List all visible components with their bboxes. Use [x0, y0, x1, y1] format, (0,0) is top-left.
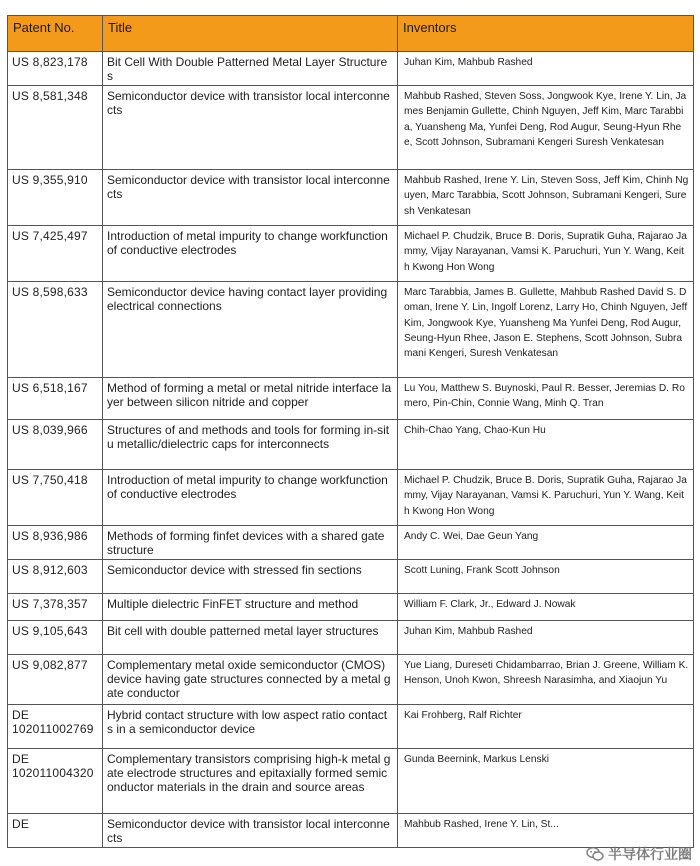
patent-inventors: Chih-Chao Yang, Chao-Kun Hu: [398, 420, 694, 470]
patent-inventors: Michael P. Chudzik, Bruce B. Doris, Supratik Guha, Rajarao Jammy, Vijay Narayanan, Vamsi K. Paruchuri, Yun Y. Wang, Keith Kwong Hon Wong: [398, 470, 694, 526]
patent-number: US 9,355,910: [8, 170, 103, 226]
table-row: [8, 282, 694, 378]
patent-number: US 8,039,966: [8, 420, 103, 470]
patent-inventors: Mahbub Rashed, Irene Y. Lin, Steven Soss, Jeff Kim, Chinh Nguyen, Marc Tarabbia, Scott Johnson, Subramani Kengeri, Suresh Venkatesan: [398, 170, 694, 226]
patent-title: Semiconductor device having contact layer providing electrical connections: [103, 282, 398, 378]
patent-number: US 8,581,348: [8, 86, 103, 170]
patent-inventors: Scott Luning, Frank Scott Johnson: [398, 560, 694, 594]
patent-inventors: Andy C. Wei, Dae Geun Yang: [398, 526, 694, 560]
watermark-text: 半导体行业圈: [608, 847, 692, 863]
patent-title: Introduction of metal impurity to change workfunction of conductive electrodes: [103, 226, 398, 282]
patent-number: US 6,518,167: [8, 378, 103, 420]
patent-title: Complementary transistors comprising high-k metal gate electrode structures and epitaxially formed semiconductor materials in the drain and source areas: [103, 749, 398, 814]
patent-inventors: Yue Liang, Dureseti Chidambarrao, Brian J. Greene, William K. Henson, Unoh Kwon, Shreesh Narasimha, and Xiaojun Yu: [398, 655, 694, 705]
table-row: [8, 621, 694, 655]
table-row: [8, 470, 694, 526]
patent-number: US 8,912,603: [8, 560, 103, 594]
patent-number: DE: [8, 814, 103, 848]
patent-number: US 7,750,418: [8, 470, 103, 526]
table-row: [8, 655, 694, 705]
table-row: [8, 52, 694, 86]
patent-number: US 9,082,877: [8, 655, 103, 705]
patent-inventors: Kai Frohberg, Ralf Richter: [398, 705, 694, 749]
table-header-row: [8, 16, 694, 52]
patent-title: Semiconductor device with transistor local interconnects: [103, 170, 398, 226]
table-row: [8, 420, 694, 470]
patent-number: US 8,823,178: [8, 52, 103, 86]
table-row: [8, 560, 694, 594]
table-row: [8, 814, 694, 848]
table-row: [8, 749, 694, 814]
wechat-icon: [586, 845, 604, 863]
table-row: [8, 594, 694, 621]
patent-number: US 8,936,986: [8, 526, 103, 560]
patent-title: Method of forming a metal or metal nitride interface layer between silicon nitride and copper: [103, 378, 398, 420]
patent-table-container: [7, 15, 693, 848]
table-row: [8, 86, 694, 170]
patent-title: Multiple dielectric FinFET structure and method: [103, 594, 398, 621]
patent-number: DE 102011004320: [8, 749, 103, 814]
patent-title: Introduction of metal impurity to change workfunction of conductive electrodes: [103, 470, 398, 526]
patent-inventors: Lu You, Matthew S. Buynoski, Paul R. Besser, Jeremias D. Romero, Pin-Chin, Connie Wang, Minh Q. Tran: [398, 378, 694, 420]
header-inventors: Inventors: [398, 16, 694, 52]
patent-inventors: Marc Tarabbia, James B. Gullette, Mahbub Rashed David S. Doman, Irene Y. Lin, Ingolf Lorenz, Larry Ho, Chinh Nguyen, Jeff Kim, Jongwook Kye, Yuansheng Ma Yunfei Deng, Rod Augur, Seung-Hyun Rhee, Jason E. Stephens, Scott Johnson, Subramani Kengeri, Suresh Venkatesan: [398, 282, 694, 378]
table-row: [8, 705, 694, 749]
wechat-watermark: [586, 844, 692, 864]
patent-title: Semiconductor device with transistor local interconnects: [103, 86, 398, 170]
patent-number: US 8,598,633: [8, 282, 103, 378]
patent-inventors: William F. Clark, Jr., Edward J. Nowak: [398, 594, 694, 621]
patent-number: DE 102011002769: [8, 705, 103, 749]
table-row: [8, 170, 694, 226]
patent-inventors: Mahbub Rashed, Steven Soss, Jongwook Kye, Irene Y. Lin, James Benjamin Gullette, Chinh Nguyen, Jeff Kim, Marc Tarabbia, Yuansheng Ma, Yunfei Deng, Rod Augur, Seung-Hyun Rhee, Scott Johnson, Subramani Kengeri Suresh Venkatesan: [398, 86, 694, 170]
patent-title: Bit cell with double patterned metal layer structures: [103, 621, 398, 655]
table-row: [8, 526, 694, 560]
patent-title: Bit Cell With Double Patterned Metal Layer Structures: [103, 52, 398, 86]
patent-inventors: Mahbub Rashed, Irene Y. Lin, St...: [398, 814, 694, 848]
patent-number: US 7,425,497: [8, 226, 103, 282]
patent-title: Semiconductor device with transistor local interconnects: [103, 814, 398, 848]
patent-number: US 7,378,357: [8, 594, 103, 621]
patent-title: Hybrid contact structure with low aspect ratio contacts in a semiconductor device: [103, 705, 398, 749]
patent-title: Complementary metal oxide semiconductor (CMOS) device having gate structures connected by a metal gate conductor: [103, 655, 398, 705]
header-title: Title: [103, 16, 398, 52]
patent-title: Structures of and methods and tools for forming in-situ metallic/dielectric caps for interconnects: [103, 420, 398, 470]
table-row: [8, 226, 694, 282]
patent-inventors: Michael P. Chudzik, Bruce B. Doris, Supratik Guha, Rajarao Jammy, Vijay Narayanan, Vamsi K. Paruchuri, Yun Y. Wang, Keith Kwong Hon Wong: [398, 226, 694, 282]
patent-title: Methods of forming finfet devices with a shared gate structure: [103, 526, 398, 560]
table-row: [8, 378, 694, 420]
header-patent-no: Patent No.: [8, 16, 103, 52]
patent-inventors: Juhan Kim, Mahbub Rashed: [398, 621, 694, 655]
patent-number: US 9,105,643: [8, 621, 103, 655]
patent-title: Semiconductor device with stressed fin sections: [103, 560, 398, 594]
patent-inventors: Juhan Kim, Mahbub Rashed: [398, 52, 694, 86]
patent-inventors: Gunda Beernink, Markus Lenski: [398, 749, 694, 814]
patent-table: [7, 15, 694, 848]
